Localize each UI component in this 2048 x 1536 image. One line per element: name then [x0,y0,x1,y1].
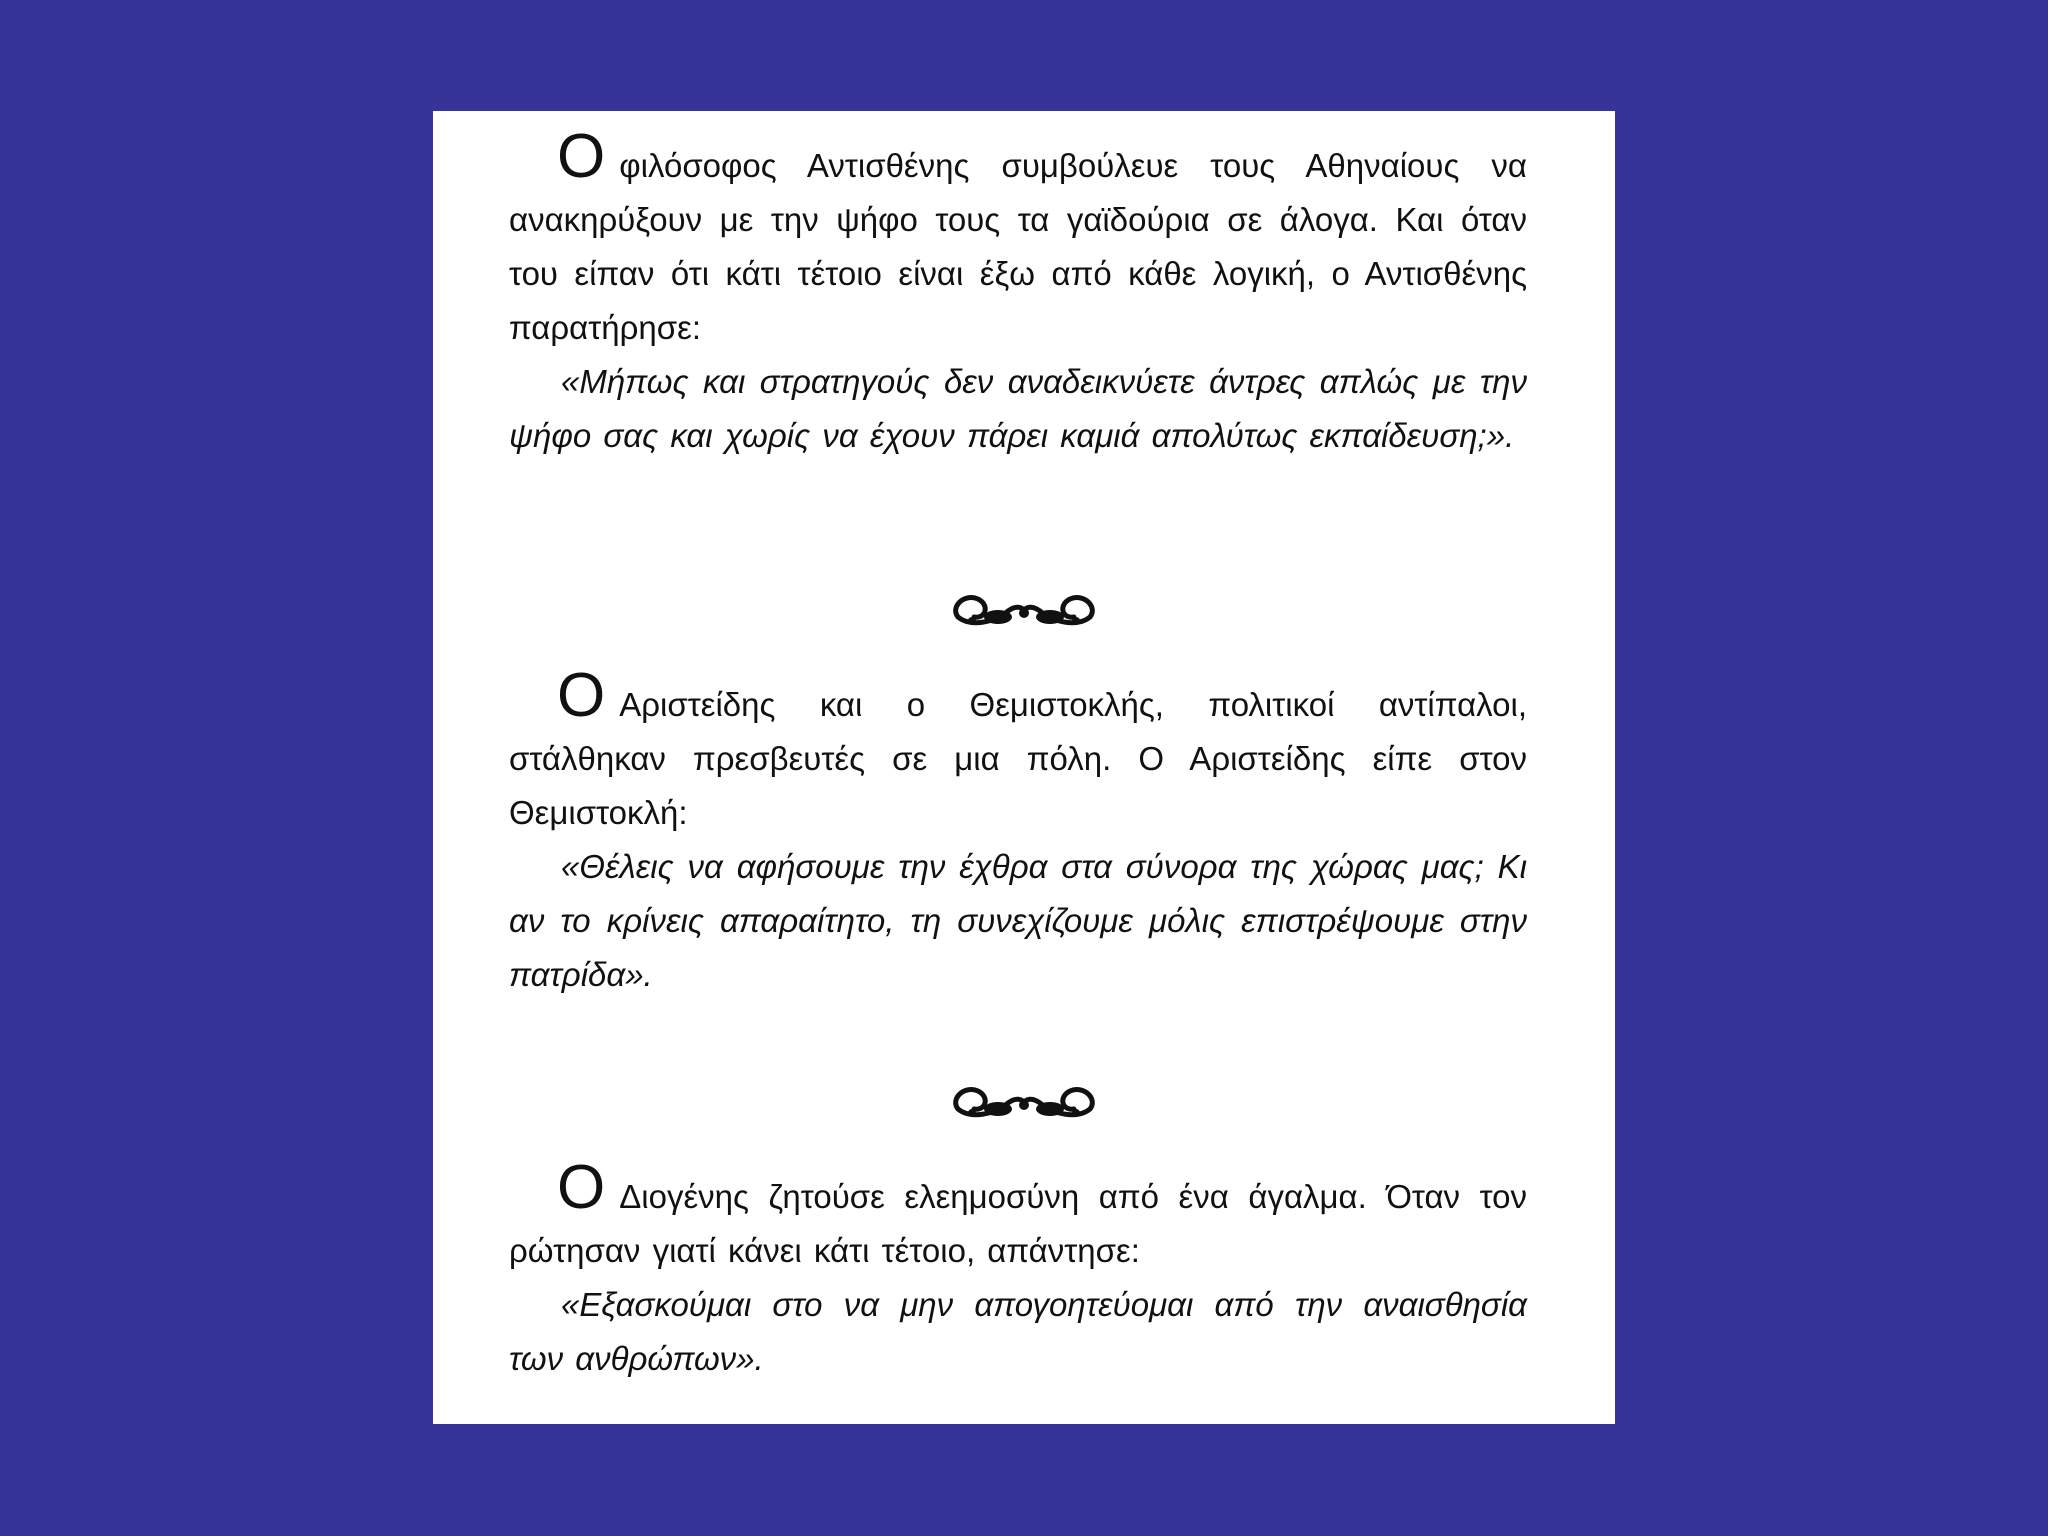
drop-initial: Ο [557,661,606,730]
narrative-text: φιλόσοφος Αντισθένης συμβούλευε τους Αθηναίους να ανακηρύξουν με την ψήφο τους τα γαϊδούρια σε άλογα. Και όταν του είπαν ότι κάτι τέτοιο είναι έξω από κάθε λογική, ο Αντισθένης παρατήρησε: [509,147,1527,346]
narrative-text: Διογένης ζητούσε ελεημοσύνη από ένα άγαλμα. Όταν τον ρώτησαν γιατί κάνει κάτι τέτοιο, απάντησε: [509,1178,1527,1269]
narrative-paragraph [509,122,1527,355]
narrative-text: Αριστείδης και ο Θεμιστοκλής, πολιτικοί αντίπαλοι, στάλθηκαν πρεσβευτές σε μια πόλη. Ο Αριστείδης είπε στον Θεμιστοκλή: [509,686,1527,831]
drop-initial: Ο [557,122,606,191]
fleuron-divider-icon [946,587,1102,631]
quote-paragraph: «Θέλεις να αφήσουμε την έχθρα στα σύνορα της χώρας μας; Κι αν το κρίνεις απαραίτητο, τη συνεχίζουμε μόλις επιστρέψουμε στην πατρίδα». [509,848,1527,993]
fleuron-divider-icon [946,1079,1102,1123]
quote-paragraph: «Εξασκούμαι στο να μην απογοητεύομαι από την αναισθησία των ανθρώπων». [509,1286,1527,1377]
narrative-paragraph [509,1153,1527,1278]
narrative-paragraph [509,661,1527,840]
drop-initial: Ο [557,1153,606,1222]
quote-paragraph: «Μήπως και στρατηγούς δεν αναδεικνύετε άντρες απλώς με την ψήφο σας και χωρίς να έχουν πάρει καμιά απολύτως εκπαίδευση;». [509,363,1527,454]
anecdote-diogenes [509,1153,1527,1386]
document-page [433,111,1615,1424]
anecdote-antisthenes [509,122,1527,463]
anecdote-aristides [509,661,1527,1002]
